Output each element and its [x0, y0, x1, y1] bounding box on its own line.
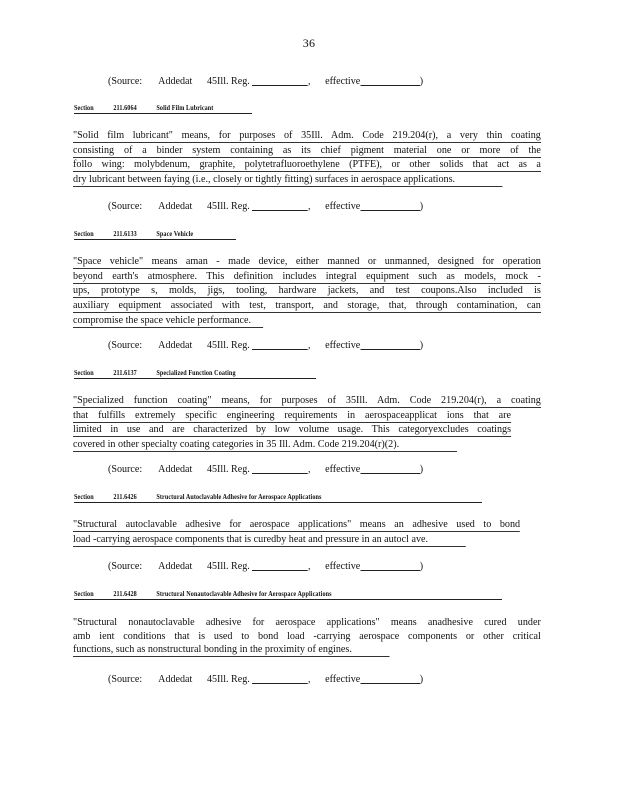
heading-underline — [74, 378, 316, 379]
section-title: Specialized Function Coating — [156, 368, 236, 377]
section-title: Solid Film Lubricant — [156, 103, 214, 112]
section-number: 211.6426 — [113, 492, 137, 501]
definition-line: "Solid film lubricant" means, for purposes of 35Ill. Adm. Code 219.204(r), a very thin coating — [73, 130, 541, 141]
source-note — [108, 672, 423, 685]
source-close: ) — [419, 674, 424, 685]
definition-line: consisting of a binder system containing as its chief pigment material one or more of the — [73, 144, 541, 156]
source-prefix: (Source: — [108, 76, 143, 87]
section-heading — [74, 229, 211, 238]
definition-line: amb ient conditions that is used to bond load -carrying aerospace components or other critical — [73, 630, 541, 642]
register-blank — [252, 199, 308, 211]
definition-line: beyond earth's atmosphere. This definition includes integral equipment such as models, mock - — [73, 270, 541, 282]
source-prefix: (Source: — [108, 561, 143, 572]
section-number: 211.6137 — [113, 368, 137, 377]
source-added: Addedat — [158, 76, 193, 87]
source-effective: effective — [325, 201, 361, 212]
source-added: Addedat — [158, 340, 193, 351]
section-label: Section — [74, 103, 94, 112]
definition-paragraph — [73, 518, 541, 547]
effective-blank — [360, 199, 420, 211]
source-reg: 45Ill. Reg. — [206, 674, 250, 685]
definition-line: auxiliary equipment associated with test, transport, and storage, that, through contamination, can — [73, 300, 541, 312]
register-blank — [252, 462, 308, 474]
section-heading — [74, 103, 231, 112]
source-prefix: (Source: — [108, 674, 143, 685]
definition-paragraph — [73, 394, 541, 453]
section-number: 211.6133 — [113, 229, 137, 238]
section-number: 211.6428 — [113, 589, 137, 598]
effective-blank — [360, 74, 420, 86]
source-added: Addedat — [158, 464, 193, 475]
heading-underline — [74, 239, 236, 240]
definition-paragraph — [73, 255, 541, 328]
source-close: ) — [419, 464, 424, 475]
source-prefix: (Source: — [108, 464, 143, 475]
source-prefix: (Source: — [108, 340, 143, 351]
definition-line: limited in use and are characterized by low volume usage. This categoryexcludes coatings — [73, 424, 512, 436]
source-close: ) — [419, 561, 424, 572]
definition-line: "Specialized function coating" means, for purposes of 35Ill. Adm. Code 219.204(r), a coating — [73, 395, 541, 406]
source-close: ) — [419, 76, 424, 87]
source-note — [108, 338, 423, 351]
section-title: Structural Nonautoclavable Adhesive for Aerospace Applications — [156, 589, 332, 598]
section-label: Section — [74, 368, 94, 377]
definition-line: dry lubricant between faying (i.e., closely or tightly fitting) surfaces in aerospace applications. — [73, 173, 502, 187]
source-note — [108, 199, 423, 212]
source-prefix: (Source: — [108, 201, 143, 212]
register-blank — [252, 672, 308, 684]
source-reg: 45Ill. Reg. — [206, 340, 250, 351]
source-effective: effective — [325, 340, 361, 351]
source-added: Addedat — [158, 201, 193, 212]
section-title: Space Vehicle — [156, 229, 194, 238]
register-blank — [252, 74, 308, 86]
source-reg: 45Ill. Reg. — [206, 561, 250, 572]
section-number: 211.6064 — [113, 103, 137, 112]
source-reg: 45Ill. Reg. — [206, 464, 250, 475]
heading-underline — [74, 599, 502, 600]
source-effective: effective — [325, 76, 361, 87]
source-note — [108, 462, 423, 475]
section-label: Section — [74, 589, 94, 598]
register-blank — [252, 559, 308, 571]
definition-line: load -carrying aerospace components that is curedby heat and pressure in an autocl ave. — [73, 533, 466, 547]
source-added: Addedat — [158, 561, 193, 572]
source-note — [108, 559, 423, 572]
source-note — [108, 74, 423, 87]
source-added: Addedat — [158, 674, 193, 685]
effective-blank — [360, 559, 420, 571]
definition-paragraph — [73, 129, 541, 188]
source-comma: , — [307, 340, 311, 351]
register-blank — [252, 338, 308, 350]
page-number: 36 — [302, 36, 316, 50]
definition-line: "Space vehicle" means aman - made device, either manned or unmanned, designed for operation — [73, 256, 541, 267]
source-effective: effective — [325, 464, 361, 475]
definition-line: covered in other specialty coating categories in 35 Ill. Adm. Code 219.204(r)(2). — [73, 438, 457, 452]
section-label: Section — [74, 229, 94, 238]
section-heading — [74, 492, 340, 501]
heading-underline — [74, 502, 482, 503]
source-comma: , — [307, 561, 311, 572]
definition-line: ups, prototype s, molds, jigs, tooling, hardware jackets, and test coupons.Also included is — [73, 285, 541, 297]
source-comma: , — [307, 76, 311, 87]
definition-line: "Structural autoclavable adhesive for aerospace applications" means an adhesive used to bond — [73, 519, 521, 530]
heading-underline — [74, 113, 252, 114]
source-close: ) — [419, 340, 424, 351]
effective-blank — [360, 672, 420, 684]
definition-line: follo wing: molybdenum, graphite, polytetrafluoroethylene (PTFE), or other solids that act as a — [73, 159, 541, 171]
definition-paragraph — [73, 616, 541, 658]
definition-line: "Structural nonautoclavable adhesive for aerospace applications" means anadhesive cured under — [73, 617, 541, 628]
source-comma: , — [307, 464, 311, 475]
effective-blank — [360, 338, 420, 350]
section-label: Section — [74, 492, 94, 501]
definition-line: that fulfills extremely specific engineering requirements in aerospaceapplicat ions that are — [73, 409, 512, 421]
source-close: ) — [419, 201, 424, 212]
source-comma: , — [307, 674, 311, 685]
definition-line: compromise the space vehicle performance. — [73, 314, 263, 328]
source-comma: , — [307, 201, 311, 212]
source-reg: 45Ill. Reg. — [206, 76, 250, 87]
section-heading — [74, 368, 254, 377]
source-effective: effective — [325, 674, 361, 685]
source-reg: 45Ill. Reg. — [206, 201, 250, 212]
section-heading — [74, 589, 350, 598]
definition-line: functions, such as nonstructural bonding in the proximity of engines. — [73, 643, 389, 657]
effective-blank — [360, 462, 420, 474]
source-effective: effective — [325, 561, 361, 572]
section-title: Structural Autoclavable Adhesive for Aerospace Applications — [156, 492, 322, 501]
